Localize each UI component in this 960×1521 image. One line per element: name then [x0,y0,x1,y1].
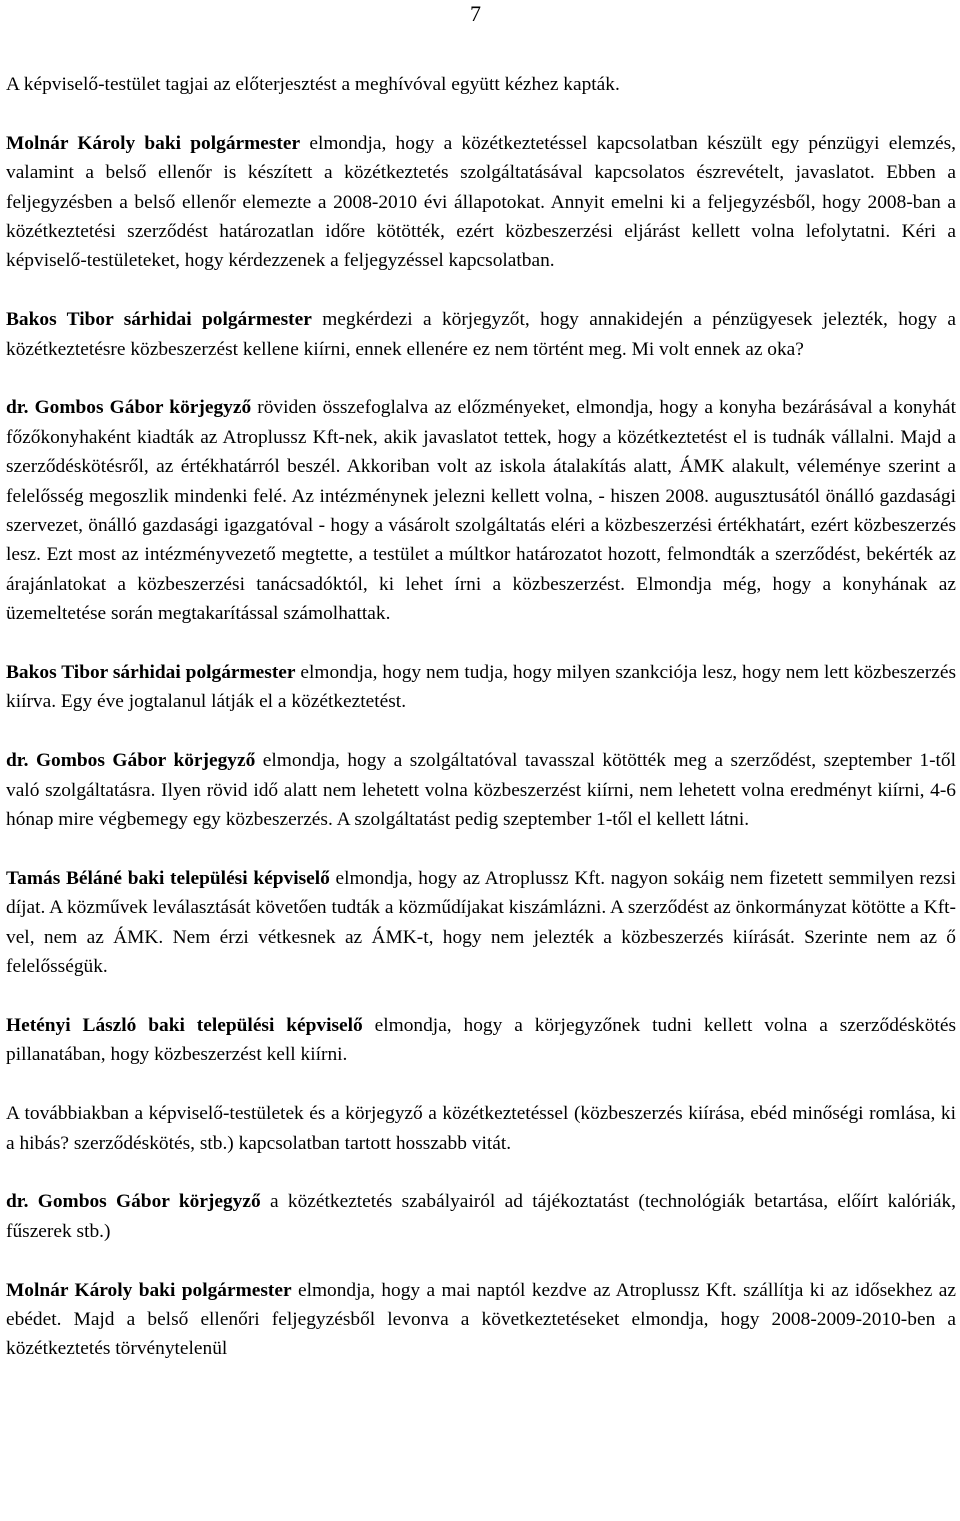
paragraph-bakos-2 [6,658,956,717]
paragraph-text: elmondja, hogy a szolgáltatóval tavasszal kötötték meg a szerződést, szeptember 1-től való szolgáltatásra. Ilyen rövid idő alatt nem lehetett volna közbeszerzést kiírni, nem lehetett volna eredményt kiírni, 4-6 hónap mire végbemegy egy közbeszerzés. A szolgáltatást pedig szeptember 1-től el kellett látni. [6,750,957,831]
paragraph-molnar-1 [6,129,956,276]
paragraph-tamas [6,864,956,982]
speaker-name: Tamás Béláné baki települési képviselő [6,867,330,889]
paragraph-text: megkérdezi a körjegyzőt, hogy annakidején a pénzügyesek jelezték, hogy a közétkeztetésre közbeszerzést kellene kiírni, ennek ellenére ez nem történt meg. Mi volt ennek az oka? [6,309,956,360]
page-number: 7 [470,1,481,26]
paragraph-gombos-2 [6,746,956,834]
speaker-name: dr. Gombos Gábor körjegyző [6,397,252,419]
paragraph-text: elmondja, hogy az Atroplussz Kft. nagyon sokáig nem fizetett semmilyen rezsi díjat. A közművek leválasztását követően tudták a közműdíjakat kiszámlázni. A szerződést az önkormányzat kötötte a Kft-vel, nem az ÁMK. Nem érzi vétkesnek az ÁMK-t, hogy nem jelezték a közbeszerzés kiírását. Szerinte nem az ő felelősségük. [6,867,956,978]
paragraph-text: elmondja, hogy a közétkeztetéssel kapcsolatban készült egy pénzügyi elemzés, valamint a belső ellenőr is készített a közétkeztetés szolgáltatásával kapcsolatos észrevételt, javaslatot. Ebben a feljegyzésben a belső ellenőr elemezte a 2008-2010 évi állapotokat. Annyit emelni ki a feljegyzésből, hogy 2008-ban a közétkeztetési szerződést határozatlan időre kötötték, ezért közbeszerzési eljárást kellett volna lefolytatni. Kéri a képviselő-testületeket, hogy kérdezzenek a feljegyzéssel kapcsolatban. [6,132,957,272]
paragraph-text: elmondja, hogy nem tudja, hogy milyen szankciója lesz, hogy nem lett közbeszerzés kiírva. Egy éve jogtalanul látják el a közétkeztetést. [6,662,956,713]
paragraph-hetenyi [6,1011,956,1070]
paragraph-intro [6,70,956,99]
speaker-name: dr. Gombos Gábor körjegyző [6,1191,261,1213]
paragraph-molnar-2 [6,1276,956,1364]
paragraph-text: elmondja, hogy a körjegyzőnek tudni kellett volna a szerződéskötés pillanatában, hogy közbeszerzést kell kiírni. [6,1014,956,1066]
speaker-name: Molnár Károly baki polgármester [6,132,301,154]
speaker-name: dr. Gombos Gábor körjegyző [6,750,256,772]
paragraph-gombos-3 [6,1187,956,1246]
speaker-name: Bakos Tibor sárhidai polgármester [6,309,312,331]
paragraph-text: a közétkeztetés szabályairól ad tájékoztatást (technológiák betartása, előírt kalóriák, fűszerek stb.) [6,1191,956,1242]
speaker-name: Hetényi László baki települési képviselő [6,1014,363,1036]
speaker-name: Molnár Károly baki polgármester [6,1279,292,1301]
paragraph-text: A továbbiakban a képviselő-testületek és a körjegyző a közétkeztetéssel (közbeszerzés kiírása, ebéd minőségi romlása, ki a hibás? szerződéskötés, stb.) kapcsolatban tartott hosszabb vitát. [6,1103,956,1154]
paragraph-text: röviden összefoglalva az előzményeket, elmondja, hogy a konyha bezárásával a konyhát főzőkonyhaként kiadták az Atroplussz Kft-nek, akik javaslatot tettek, hogy a közétkeztetést el is tudnák vállalni. Majd a szerződéskötésről, az értékhatárról beszél. Akkoriban volt az iskola átalakítás alatt, ÁMK alakult, véleménye szerint a felelősség megoszlik mindenki felé. Az intézménynek jelezni kellett volna, - hiszen 2008. augusztusától önálló gazdasági szervezet, önálló gazdasági igazgatóval - hogy a vásárolt szolgáltatás eléri a közbeszerzési értékhatárt, ezért közbeszerzés lesz. Ezt most az intézményvezető megtette, a testület a múltkor határozatot hozott, felmondták a szerződést, bekérték az árajánlatokat a közbeszerzési tanácsadóktól, ki lehet írni a közbeszerzést. Elmondja még, hogy a konyhának az üzemeltetése során megtakarítással számolhattak. [6,397,957,625]
paragraph-text: A képviselő-testület tagjai az előterjesztést a meghívóval együtt kézhez kapták. [6,74,620,95]
document-body [6,70,956,1393]
paragraph-debate [6,1099,956,1158]
speaker-name: Bakos Tibor sárhidai polgármester [6,662,296,684]
paragraph-gombos-1 [6,393,956,628]
paragraph-text: elmondja, hogy a mai naptól kezdve az Atroplussz Kft. szállítja ki az idősekhez az ebédet. Majd a belső ellenőri feljegyzésből levonva a következtetéseket elmondja, hogy 2008-2009-2010-ben a közétkeztetés törvénytelenül [6,1279,956,1360]
paragraph-bakos-1 [6,305,956,364]
